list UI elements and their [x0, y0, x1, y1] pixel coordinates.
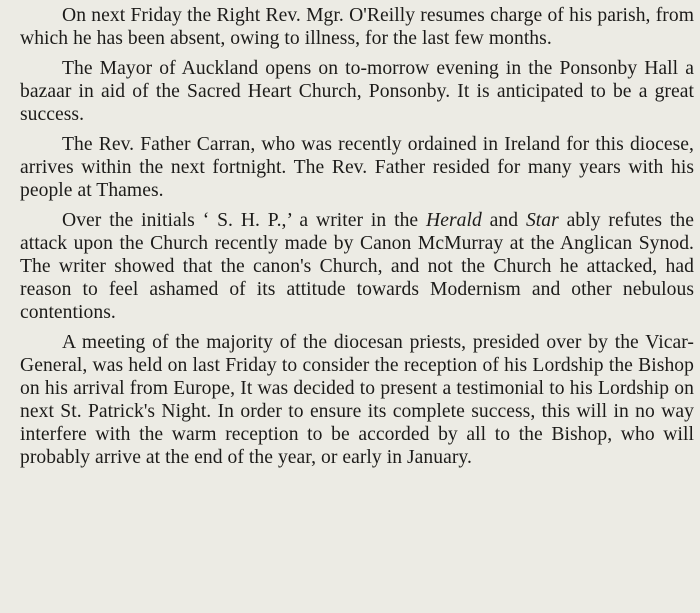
paragraph-father-carran: The Rev. Father Carran, who was recently ordained in Ireland for this diocese, arrives within the next fortnight. The Rev. Father resided for many years with his people at Thames. [20, 134, 694, 201]
star-title: Star [525, 210, 559, 231]
paragraph-priests-meeting: A meeting of the majority of the diocesan priests, presided over by the Vicar-General, was held on last Friday to consider the reception of his Lordship the Bishop on his arrival from Europe, It was decided to present a testimonial to his Lordship on next St. Patrick's Night. In order to ensure its complete success, this will in no way interfere with the warm reception to be accorded by all to the Bishop, who will probably arrive at the end of the year, or early in January. [20, 332, 694, 468]
shp-text-between: and [481, 210, 526, 231]
shp-text-after: ably refutes the attack upon the Church recently made by Canon McMurray at the Anglican Synod. The writer showed that the canon's Church, and not the Church he attacked, had reason to feel ashamed of its attitude towards Modernism and other nebulous contentions. [20, 210, 695, 323]
shp-text-before: Over the initials ‘ S. H. P.,’ a writer in the [62, 210, 427, 231]
paragraph-mgr-oreilly: On next Friday the Right Rev. Mgr. O'Reilly resumes charge of his parish, from which he has been absent, owing to illness, for the last few months. [20, 5, 694, 49]
paragraph-shp-letter [20, 209, 694, 324]
herald-title: Herald [426, 210, 482, 231]
paragraph-bazaar: The Mayor of Auckland opens on to-morrow evening in the Ponsonby Hall a bazaar in aid of the Sacred Heart Church, Ponsonby. It is anticipated to be a great success. [20, 58, 694, 125]
